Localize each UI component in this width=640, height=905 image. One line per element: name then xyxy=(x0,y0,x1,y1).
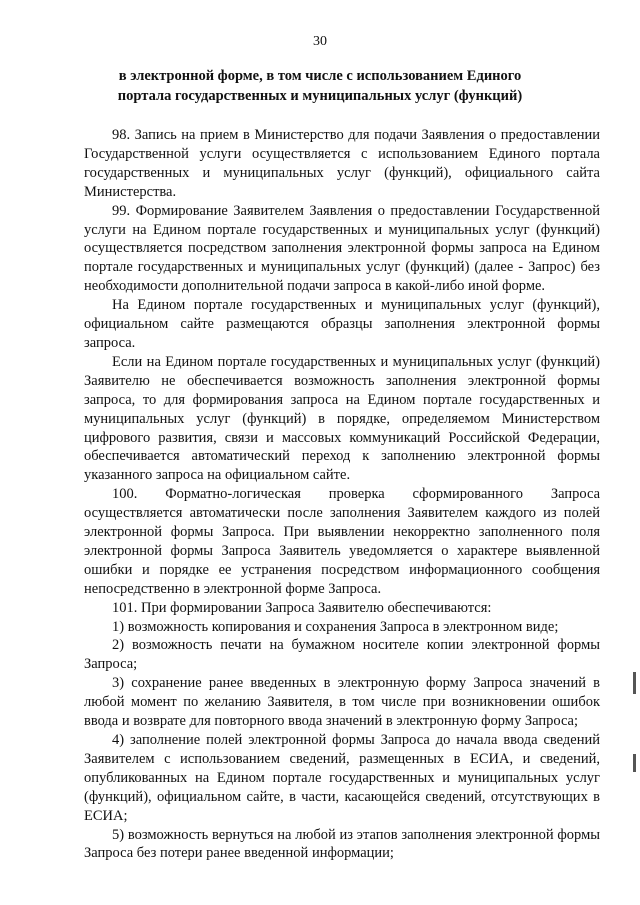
page-number: 30 xyxy=(313,34,327,49)
list-item-4: 4) заполнение полей электронной формы Запроса до начала ввода сведений Заявителем с использованием сведений, размещенных в ЕСИА, и сведений, опубликованных на Едином портале государственных и муниципальных услуг (функций), официальном сайте, в части, касающейся сведений, отсутствующих в ЕСИА; xyxy=(84,732,600,824)
list-item-2: 2) возможность печати на бумажном носителе копии электронной формы Запроса; xyxy=(84,637,600,673)
paragraph-portal-samples: На Едином портале государственных и муниципальных услуг (функций), официальном сайте размещаются образцы заполнения электронной формы запроса. xyxy=(84,297,600,351)
list-item-3: 3) сохранение ранее введенных в электронную форму Запроса значений в любой момент по желанию Заявителя, в том числе при возникновении ошибок ввода и возврате для повторного ввода значений в электронную форму Запроса; xyxy=(84,675,600,730)
paragraph-100: 100. Форматно-логическая проверка сформированного Запроса осуществляется автоматически после заполнения Заявителем каждого из полей электронной формы Запроса. При выявлении некорректно заполненного поля электронной формы Запроса Заявитель уведомляется о характере выявленной ошибки и порядке ее устранения посредством информационного сообщения непосредственно в электронной форме Запроса. xyxy=(84,486,600,597)
paragraph-99: 99. Формирование Заявителем Заявления о предоставлении Государственной услуги на Едином портале государственных и муниципальных услуг (функций) осуществляется посредством заполнения электронной формы запроса на Едином портале государственных и муниципальных услуг (функций) (далее - Запрос) без необходимости дополнительной подачи запроса в какой-либо иной форме. xyxy=(84,202,600,295)
scan-edge-mark xyxy=(633,754,636,772)
paragraph-auto-redirect: Если на Едином портале государственных и муниципальных услуг (функций) Заявителю не обеспечивается возможность заполнения электронной формы запроса, то для формирования запроса на Едином портале государственных и муниципальных услуг (функций) в порядке, определяемом Министерством цифрового развития, связи и массовых коммуникаций Российской Федерации, обеспечивается автоматический переход к заполнению электронной формы указанного запроса на официальном сайте. xyxy=(84,353,600,484)
list-item-1: 1) возможность копирования и сохранения Запроса в электронном виде; xyxy=(112,618,559,635)
paragraph-98: 98. Запись на прием в Министерство для подачи Заявления о предоставлении Государственной услуги осуществляется с использованием Единого портала государственных и муниципальных услуг (функций), официального сайта Министерства. xyxy=(84,127,600,200)
heading-line-1: в электронной форме, в том числе с использованием Единого xyxy=(118,68,522,84)
scan-edge-mark xyxy=(633,672,636,694)
paragraph-101: 101. При формировании Запроса Заявителю обеспечиваются: xyxy=(112,599,492,616)
section-heading xyxy=(84,66,556,106)
heading-line-2: портала государственных и муниципальных услуг (функций) xyxy=(117,88,523,104)
list-item-5: 5) возможность вернуться на любой из этапов заполнения электронной формы Запроса без потери ранее введенной информации; xyxy=(84,826,600,862)
body-text xyxy=(84,126,600,863)
